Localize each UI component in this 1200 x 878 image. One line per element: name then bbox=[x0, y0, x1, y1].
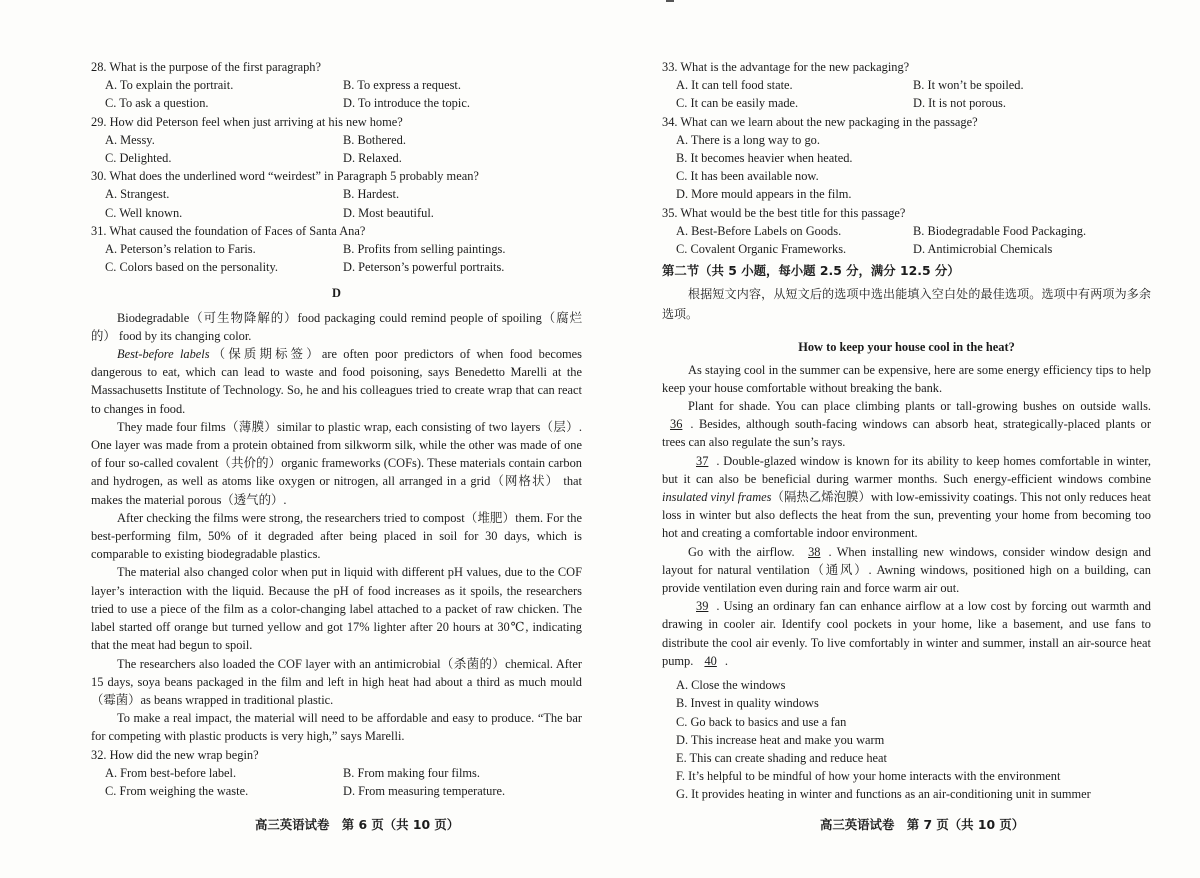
blank-39: 39 bbox=[696, 599, 709, 614]
section-2-instructions: 根据短文内容，从短文后的选项中选出能填入空白处的最佳选项。选项中有两项为多余选项。 bbox=[662, 287, 1151, 322]
passage-d-paragraph-4: After checking the films were strong, the researchers tried to compost（堆肥）them. For the best-performing film, 50% of it degraded after being placed in soil for 30 days, which is comparable to existing biodegradable plastics. bbox=[91, 510, 582, 562]
choice-e: E. This can create shading and reduce heat bbox=[676, 750, 888, 765]
q33-option-d: D. It is not porous. bbox=[913, 96, 1006, 111]
paragraph-2-lead: Plant for shade. You can place climbing plants or tall-growing bushes on outside walls. bbox=[688, 399, 1151, 414]
question-34-stem: 34. What can we learn about the new packaging in the passage? bbox=[662, 114, 978, 129]
paragraph-2-tail: . Besides, although south-facing windows can absorb heat, strategically-placed plants or trees can also regulate the sun’s rays. bbox=[662, 417, 1151, 450]
q28-option-c: C. To ask a question. bbox=[105, 96, 209, 111]
q35-option-a: A. Best-Before Labels on Goods. bbox=[676, 223, 842, 238]
q30-option-a: A. Strangest. bbox=[105, 187, 170, 202]
question-29-stem: 29. How did Peterson feel when just arriving at his new home? bbox=[91, 114, 403, 129]
q30-option-d: D. Most beautiful. bbox=[343, 205, 434, 220]
passage-d-paragraph-3: They made four films（薄膜）similar to plastic wrap, each consisting of two layers（层）. One layer was made from a protein obtained from silkworm silk, while the other was made of one of four so-called covalent（共价的）organic frameworks (COFs). These materials contain carbon and hydrogen, as well as atoms like oxygen or nitrogen, all arranged in a grid（网格状） that makes the material porous（透气的）. bbox=[91, 419, 582, 507]
insulated-vinyl-frames-italic: insulated vinyl frames bbox=[662, 490, 772, 505]
question-30-stem: 30. What does the underlined word “weirdest” in Paragraph 5 probably mean? bbox=[91, 169, 479, 184]
left-page-footer: 高三英语试卷 第 6 页（共 10 页） bbox=[255, 817, 460, 832]
cloze-paragraph-2 bbox=[662, 397, 1151, 452]
q34-option-c: C. It has been available now. bbox=[676, 169, 819, 184]
q31-option-a: A. Peterson’s relation to Faris. bbox=[105, 242, 256, 257]
passage-d-heading: D bbox=[332, 286, 341, 301]
cloze-paragraph-4 bbox=[662, 543, 1151, 598]
passage-d-paragraph-1: Biodegradable（可生物降解的）food packaging could remind people of spoiling（腐烂的） food by its changing color. bbox=[91, 310, 582, 343]
blank-37: 37 bbox=[696, 453, 709, 468]
q33-option-c: C. It can be easily made. bbox=[676, 96, 799, 111]
q30-option-b: B. Hardest. bbox=[343, 187, 400, 202]
choice-b: B. Invest in quality windows bbox=[676, 696, 819, 711]
scan-mark bbox=[666, 0, 674, 2]
choice-f: F. It’s helpful to be mindful of how your home interacts with the environment bbox=[676, 769, 1061, 784]
question-35-stem: 35. What would be the best title for this passage? bbox=[662, 205, 906, 220]
passage-d-paragraph-7: To make a real impact, the material will need to be affordable and easy to produce. “The bar for competing with plastic products is very high,” says Marelli. bbox=[91, 711, 582, 744]
q30-option-c: C. Well known. bbox=[105, 205, 183, 220]
q34-option-b: B. It becomes heavier when heated. bbox=[676, 151, 853, 166]
right-page-footer: 高三英语试卷 第 7 页（共 10 页） bbox=[820, 817, 1025, 832]
q34-option-a: A. There is a long way to go. bbox=[676, 132, 820, 147]
cloze-paragraph-1: As staying cool in the summer can be expensive, here are some energy efficiency tips to help keep your house comfortable without breaking the bank. bbox=[662, 362, 1151, 395]
q33-option-b: B. It won’t be spoiled. bbox=[913, 78, 1024, 93]
paragraph-4-lead: Go with the airflow. bbox=[688, 544, 795, 559]
q33-option-a: A. It can tell food state. bbox=[676, 78, 793, 93]
passage-d-paragraph-5: The material also changed color when put in liquid with different pH values, due to the COF layer’s interaction with the liquid. Because the pH of food increases as it spoils, the researchers tried to use a piece of the film as a color-changing label attached to a packet of raw chicken. The label started off orange but turned yellow and got 17% lighter after 20 hours at 30℃, indicating that the meat had begun to spoil. bbox=[91, 565, 582, 653]
choice-a: A. Close the windows bbox=[676, 678, 786, 693]
q29-option-b: B. Bothered. bbox=[343, 132, 406, 147]
left-page bbox=[91, 58, 582, 800]
q31-option-c: C. Colors based on the personality. bbox=[105, 260, 278, 275]
cloze-paragraph-5: 39 . Using an ordinary fan can enhance airflow at a low cost by forcing out warmth and drawing in cooler air. Identify cool pockets in your home, like a basement, and use fans to distribute the cool air evenly. To live comfortably in winter and summer, install an air-source heat pump. 40 . bbox=[662, 599, 1151, 668]
paragraph-3-tail: （隔热乙烯泡膜）with low-emissivity coatings. This not only reduces heat loss in winter but also deflects the heat from the sun, preventing your home from becoming too hot and creating a comfortable indoor environment. bbox=[662, 490, 1151, 541]
right-page bbox=[662, 58, 1151, 804]
q29-option-d: D. Relaxed. bbox=[343, 151, 402, 166]
q32-option-c: C. From weighing the waste. bbox=[105, 783, 249, 798]
section-2-heading: 第二节（共 5 小题，每小题 2.5 分，满分 12.5 分） bbox=[662, 263, 960, 279]
q28-option-d: D. To introduce the topic. bbox=[343, 96, 470, 111]
q31-option-b: B. Profits from selling paintings. bbox=[343, 242, 506, 257]
q31-option-d: D. Peterson’s powerful portraits. bbox=[343, 260, 505, 275]
q28-option-b: B. To express a request. bbox=[343, 78, 461, 93]
choice-c: C. Go back to basics and use a fan bbox=[676, 714, 847, 729]
cloze-paragraph-3 bbox=[662, 452, 1151, 543]
passage-title: How to keep your house cool in the heat? bbox=[798, 340, 1015, 355]
paragraph-2-text: （保质期标签）are often poor predictors of when food becomes dangerous to eat, which can lead to waste and food poisoning, says Benedetto Marelli at the Massachusetts Institute of Technology. So, he and his colleagues tried to create wrap that can react to changes in food. bbox=[91, 347, 582, 416]
question-28-stem: 28. What is the purpose of the first paragraph? bbox=[91, 60, 321, 74]
blank-40: 40 bbox=[704, 653, 717, 668]
q35-option-c: C. Covalent Organic Frameworks. bbox=[676, 242, 847, 257]
choice-d: D. This increase heat and make you warm bbox=[676, 732, 885, 747]
blank-36: 36 bbox=[670, 417, 683, 432]
passage-d-paragraph-2 bbox=[91, 345, 582, 418]
q32-option-d: D. From measuring temperature. bbox=[343, 783, 506, 798]
q34-option-d: D. More mould appears in the film. bbox=[676, 187, 852, 202]
passage-d-paragraph-6: The researchers also loaded the COF layer with an antimicrobial（杀菌的）chemical. After 15 days, soya beans packaged in the film and left in high heat had about a third as much mould （霉菌）as beans wrapped in traditional plastic. bbox=[91, 656, 582, 707]
q32-option-b: B. From making four films. bbox=[343, 765, 480, 780]
q29-option-c: C. Delighted. bbox=[105, 151, 172, 166]
q35-option-b: B. Biodegradable Food Packaging. bbox=[913, 223, 1087, 238]
answer-choices bbox=[662, 676, 1151, 803]
q35-option-d: D. Antimicrobial Chemicals bbox=[913, 242, 1053, 257]
q29-option-a: A. Messy. bbox=[105, 132, 155, 147]
choice-g: G. It provides heating in winter and functions as an air-conditioning unit in summer bbox=[676, 787, 1091, 802]
question-31-stem: 31. What caused the foundation of Faces of Santa Ana? bbox=[91, 223, 366, 238]
best-before-labels-italic: Best-before labels bbox=[117, 347, 210, 362]
paragraph-5-text: . Using an ordinary fan can enhance airflow at a low cost by forcing out warmth and drawing in cooler air. Identify cool pockets in your home, like a basement, and use fans to distribute the cool air evenly. To live comfortably in winter and summer, install an air-source heat pump. bbox=[662, 599, 1151, 668]
blank-38: 38 bbox=[808, 544, 821, 559]
question-32-stem: 32. How did the new wrap begin? bbox=[91, 747, 259, 762]
q28-option-a: A. To explain the portrait. bbox=[105, 78, 234, 93]
paragraph-4-tail: . When installing new windows, consider window design and layout for natural ventilation（通风）. Awning windows, positioned high on a building, can provide ventilation even during rain and force warm air out. bbox=[662, 544, 1151, 596]
q32-option-a: A. From best-before label. bbox=[105, 765, 237, 780]
question-33-stem: 33. What is the advantage for the new packaging? bbox=[662, 60, 910, 74]
paragraph-3-lead: . Double-glazed window is known for its ability to keep homes comfortable in winter, but it can also be beneficial during warmer months. Such energy-efficient windows combine bbox=[662, 453, 1151, 486]
